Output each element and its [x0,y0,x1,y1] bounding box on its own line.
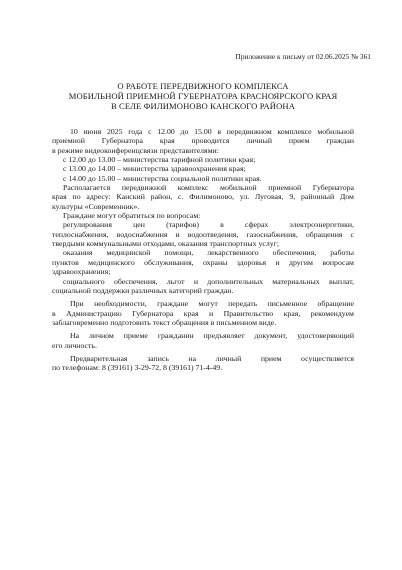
intro-paragraph [52,127,354,155]
id-line-2: его личность. [52,340,97,350]
questions-intro: Граждане могут обратиться по вопросам: [63,211,201,221]
topic-tariffs-line-3: твердыми коммунальными отходами, оказания транспортных услуг; [52,239,279,249]
schedule-list [52,155,354,183]
signup-paragraph [52,354,354,373]
written-line-1: При необходимости, граждане могут передать письменное обращение [70,299,354,309]
id-paragraph [52,331,354,350]
schedule-item-1: с 12.00 до 13.00 – министерства тарифной политики края; [63,155,256,165]
location-line-2: края по адресу: Канский район, с. Филимоново, ул. Луговая, 9, районный Дом [52,192,354,202]
signup-line-2: по телефонам: 8 (39161) 3-29-72, 8 (39161) 71-4-49. [52,363,223,373]
title-line-3: В СЕЛЕ ФИЛИМОНОВО КАНСКОГО РАЙОНА [110,101,296,111]
topic-social-line-2: социальной поддержки различных категорий граждан. [52,285,234,295]
schedule-item-3: с 14.00 до 15.00 – министерства социальной политики края. [63,173,262,183]
document-body [52,127,354,373]
topic-health-line-1: оказания медицинской помощи, лекарственного обеспечения, работы [63,248,354,258]
topic-health-line-2: пунктов медицинского обслуживания, охраны здоровья и другим вопросам [52,257,354,267]
written-line-2: в Администрацию Губернатора края и Правительство края, рекомендуем [52,308,354,318]
intro-line-1: 10 июня 2025 года с 12.00 до 15.00 в передвижном комплексе мобильной [70,127,354,136]
schedule-item-2: с 13.00 до 14.00 – министерства здравоохранения края; [63,164,246,174]
location-line-1: Располагается передвижной комплекс мобильной приемной Губернатора [63,183,354,193]
signup-line-1: Предварительная запись на личный прием осуществляется [70,353,354,363]
intro-line-3: в режиме видеоконференцсвязи представителями: [52,145,219,155]
intro-line-2: приемной Губернатора края проводится личный прием граждан [52,136,354,146]
topic-tariffs [52,220,354,248]
written-line-3: заблаговременно подготовить текст обращения в письменном виде. [52,317,277,327]
document-title [58,81,348,111]
topic-health [52,248,354,276]
location-paragraph [52,183,354,211]
attachment-note: Приложение к письму от 02.06.2025 № 361 [235,52,371,61]
topic-social-line-1: социального обеспечения, льгот и дополнительных материальных выплат, [63,276,354,286]
location-line-3: культуры «Современник». [52,201,140,211]
title-line-1: О РАБОТЕ ПЕРЕДВИЖНОГО КОМПЛЕКСА [117,81,289,91]
topic-tariffs-line-1: регулирования цен (тарифов) в сферах электроэнергетики, [63,220,354,230]
topic-health-line-3: здравоохранения; [52,267,111,277]
written-appeal-paragraph [52,299,354,327]
id-line-1: На личном приеме гражданин предъявляет документ, удостоверяющий [70,331,354,341]
title-line-2: МОБИЛЬНОЙ ПРИЕМНОЙ ГУБЕРНАТОРА КРАСНОЯРСКОГО КРАЯ [68,91,338,101]
topic-tariffs-line-2: теплоснабжения, водоснабжения и водоотведения, газоснабжения, обращения с [52,229,354,239]
topic-social [52,277,354,296]
